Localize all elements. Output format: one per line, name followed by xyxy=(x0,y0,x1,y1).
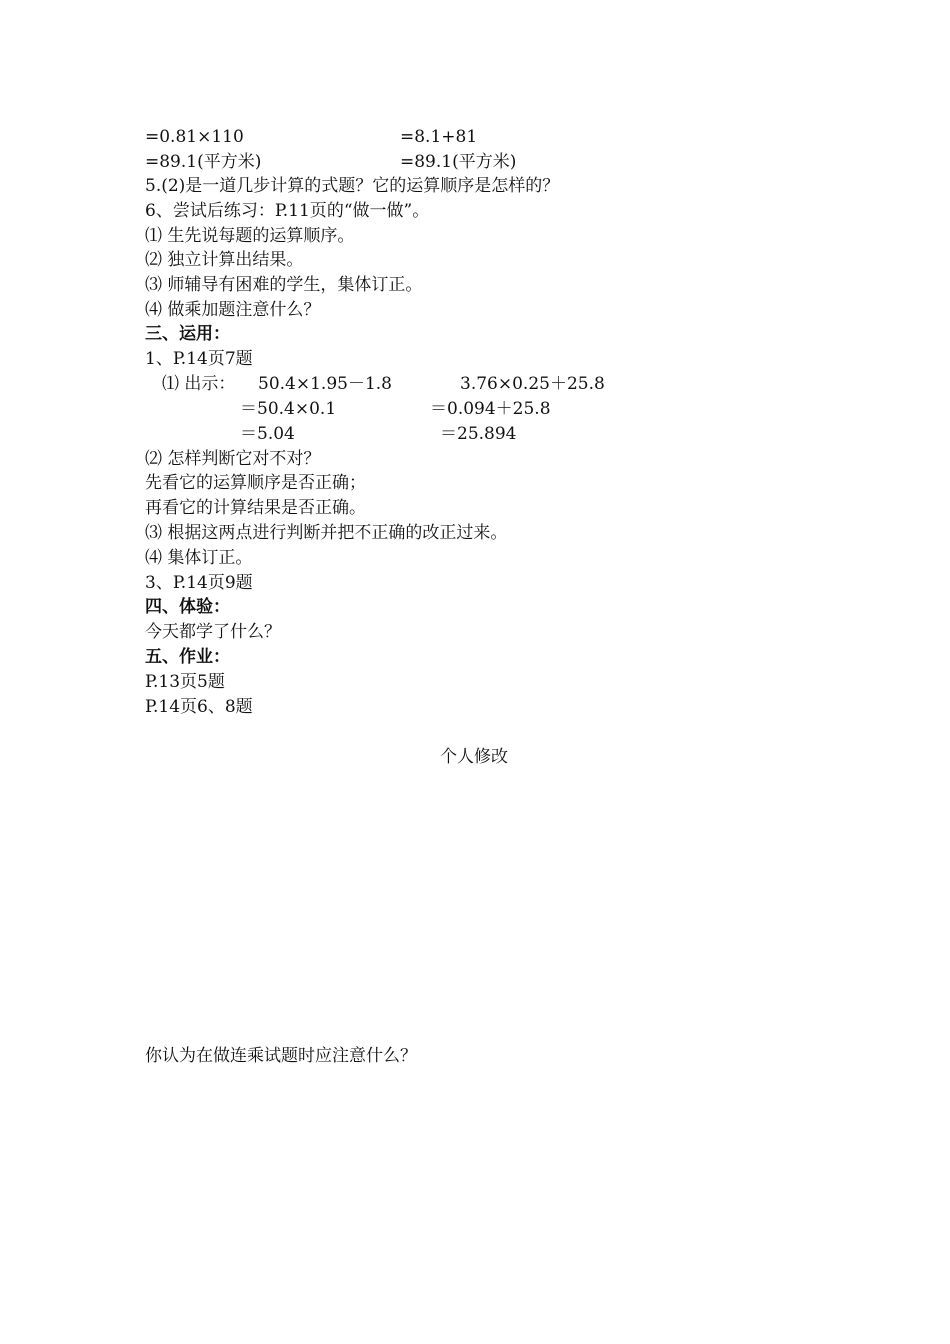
homework-2: P.14页6、8题 xyxy=(145,697,253,717)
section-3-question-2: ⑵ 怎样判断它对不对？ xyxy=(145,449,321,469)
expr2-line3: ＝25.894 xyxy=(440,424,517,444)
question-6: 6、尝试后练习：P.11页的“做一做”。 xyxy=(145,201,430,221)
section-3-question-3: ⑶ 根据这两点进行判断并把不正确的改正过来。 xyxy=(145,523,508,543)
check-result: 再看它的计算结果是否正确。 xyxy=(145,498,366,518)
expr1-line2: ＝50.4×0.1 xyxy=(240,399,337,419)
calc-row2-right: =89.1(平方米) xyxy=(400,152,517,172)
question-5: 5.(2)是一道几步计算的式题？它的运算顺序是怎样的？ xyxy=(145,176,560,196)
section-4-question: 今天都学了什么？ xyxy=(145,622,281,642)
step-4: ⑷ 做乘加题注意什么？ xyxy=(145,300,321,320)
expr1-line3: ＝5.04 xyxy=(240,424,295,444)
reflection-question: 你认为在做连乘试题时应注意什么？ xyxy=(145,1046,417,1066)
section-3-question-4: ⑷ 集体订正。 xyxy=(145,548,253,568)
calc-row1-right: =8.1+81 xyxy=(400,127,478,147)
section-4-heading: 四、体验： xyxy=(145,597,230,617)
expr2-line1: 3.76×0.25＋25.8 xyxy=(460,374,605,394)
show-label: ⑴ 出示： xyxy=(162,374,236,394)
homework-1: P.13页5题 xyxy=(145,672,225,692)
expr2-line2: ＝0.094＋25.8 xyxy=(430,399,551,419)
step-3: ⑶ 师辅导有困难的学生，集体订正。 xyxy=(145,275,423,295)
calc-row2-left: =89.1(平方米) xyxy=(145,152,262,172)
section-5-heading: 五、作业： xyxy=(145,647,230,667)
step-2: ⑵ 独立计算出结果。 xyxy=(145,250,304,270)
section-3-heading: 三、运用： xyxy=(145,324,230,344)
calc-row1-left: =0.81×110 xyxy=(145,127,244,147)
check-order: 先看它的运算顺序是否正确； xyxy=(145,473,366,493)
personal-edit-heading: 个人修改 xyxy=(440,747,508,767)
step-1: ⑴ 生先说每题的运算顺序。 xyxy=(145,226,355,246)
expr1-line1: 50.4×1.95－1.8 xyxy=(258,374,392,394)
section-3-item-3: 3、P.14页9题 xyxy=(145,573,253,593)
section-3-item-1: 1、P.14页7题 xyxy=(145,349,253,369)
